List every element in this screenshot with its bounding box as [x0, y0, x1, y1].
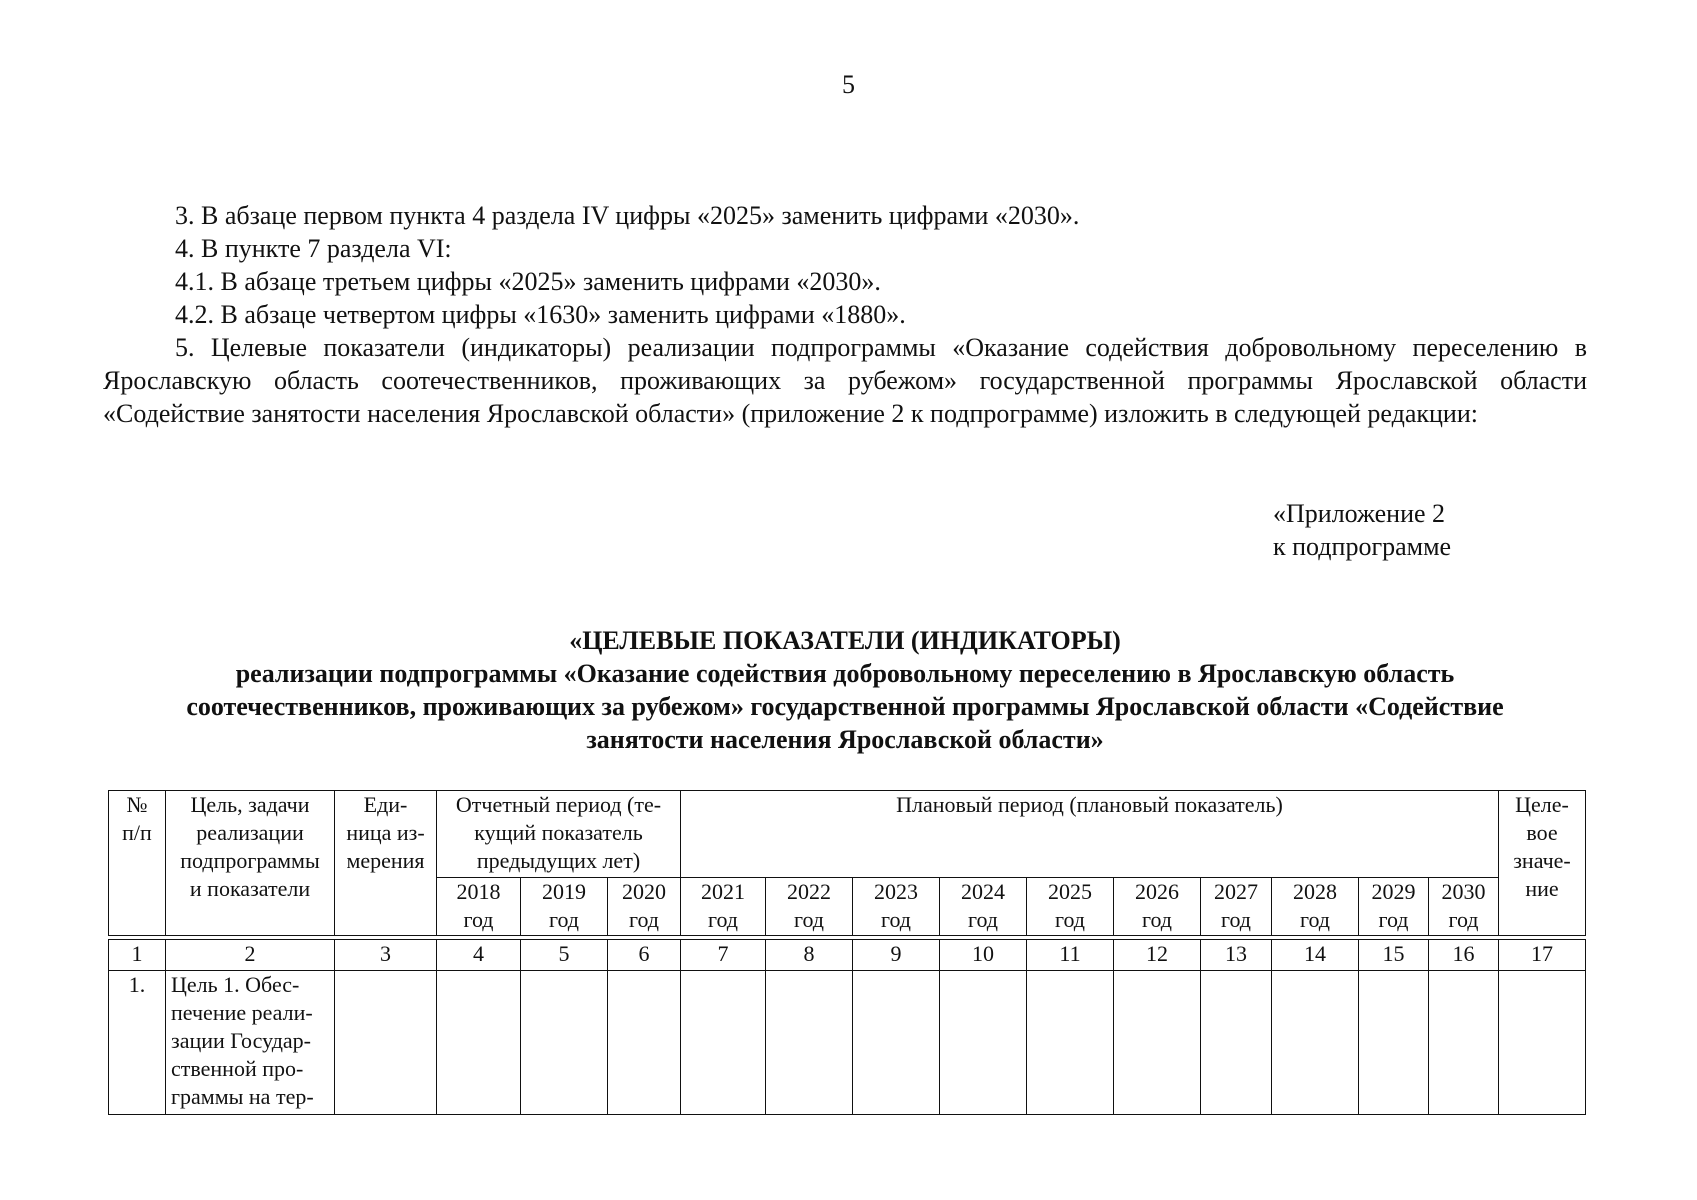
header-planned-period: Плановый период (плановый показатель): [681, 791, 1499, 878]
empty-cell: [681, 971, 766, 1115]
year-cell: 2019 год: [521, 878, 608, 936]
year-cell: 2029 год: [1359, 878, 1429, 936]
year-cell: 2022 год: [766, 878, 853, 936]
column-number: 7: [681, 940, 766, 971]
year-cell: 2028 год: [1272, 878, 1359, 936]
header-target-value: Целе- вое значе- ние: [1499, 791, 1586, 936]
column-number: 4: [437, 940, 521, 971]
empty-cell: [608, 971, 681, 1115]
table-row: [109, 971, 1586, 1115]
empty-cell: [335, 971, 437, 1115]
empty-cell: [1429, 971, 1499, 1115]
header-goal: Цель, задачи реализации подпрограммы и показатели: [166, 791, 335, 936]
year-cell: 2021 год: [681, 878, 766, 936]
page-number: 5: [842, 70, 855, 99]
header-num: № п/п: [109, 791, 166, 936]
appendix-note: [1273, 497, 1451, 563]
empty-cell: [1027, 971, 1114, 1115]
header-unit: Еди- ница из- мерения: [335, 791, 437, 936]
column-number: 10: [940, 940, 1027, 971]
header-reporting-period: Отчетный период (те- кущий показатель предыдущих лет): [437, 791, 681, 878]
empty-cell: [521, 971, 608, 1115]
empty-cell: [437, 971, 521, 1115]
column-number: 11: [1027, 940, 1114, 971]
empty-cell: [1201, 971, 1272, 1115]
column-number: 6: [608, 940, 681, 971]
table-heading: [103, 624, 1587, 756]
paragraph-5: 5. Целевые показатели (индикаторы) реализации подпрограммы «Оказание содействия добровольному переселению в Ярославскую область соотечественников, проживающих за рубежом» государственной программы Ярославской области «Содействие занятости населения Ярославской области» (приложение 2 к подпрограмме) изложить в следующей редакции:: [103, 333, 1587, 428]
row-goal-text: Цель 1. Обес- печение реали- зации Государ- ственной про- граммы на тер-: [166, 971, 335, 1115]
column-number: 15: [1359, 940, 1429, 971]
row-number: 1.: [109, 971, 166, 1115]
year-cell: 2018 год: [437, 878, 521, 936]
year-cell: 2030 год: [1429, 878, 1499, 936]
heading-line-1: «ЦЕЛЕВЫЕ ПОКАЗАТЕЛИ (ИНДИКАТОРЫ): [569, 626, 1121, 655]
column-number: 17: [1499, 940, 1586, 971]
heading-line-2: реализации подпрограммы «Оказание содействия добровольному переселению в Ярославскую область: [235, 659, 1455, 688]
heading-line-4: занятости населения Ярославской области»: [586, 725, 1104, 754]
empty-cell: [1272, 971, 1359, 1115]
column-number: 9: [853, 940, 940, 971]
empty-cell: [940, 971, 1027, 1115]
year-cell: 2025 год: [1027, 878, 1114, 936]
column-number: 14: [1272, 940, 1359, 971]
year-cell: 2024 год: [940, 878, 1027, 936]
column-number: 16: [1429, 940, 1499, 971]
column-number: 2: [166, 940, 335, 971]
year-cell: 2023 год: [853, 878, 940, 936]
year-cell: 2027 год: [1201, 878, 1272, 936]
appendix-line-2: к подпрограмме: [1273, 532, 1452, 561]
empty-cell: [1499, 971, 1586, 1115]
column-number: 1: [109, 940, 166, 971]
column-number: 8: [766, 940, 853, 971]
column-number: 12: [1114, 940, 1201, 971]
paragraph-4-1: 4.1. В абзаце третьем цифры «2025» заменить цифрами «2030».: [175, 267, 881, 296]
indicators-table: [108, 790, 1586, 1115]
column-number: 5: [521, 940, 608, 971]
appendix-line-1: «Приложение 2: [1273, 499, 1446, 528]
paragraph-3: 3. В абзаце первом пункта 4 раздела IV цифры «2025» заменить цифрами «2030».: [175, 201, 1080, 230]
year-cell: 2026 год: [1114, 878, 1201, 936]
paragraph-4-2: 4.2. В абзаце четвертом цифры «1630» заменить цифрами «1880».: [175, 300, 906, 329]
empty-cell: [1359, 971, 1429, 1115]
empty-cell: [853, 971, 940, 1115]
column-number: 3: [335, 940, 437, 971]
year-cell: 2020 год: [608, 878, 681, 936]
column-number-row: [109, 940, 1586, 971]
empty-cell: [1114, 971, 1201, 1115]
heading-line-3: соотечественников, проживающих за рубежом» государственной программы Ярославской области «Содействие: [186, 692, 1504, 721]
column-number: 13: [1201, 940, 1272, 971]
paragraph-4: 4. В пункте 7 раздела VI:: [175, 234, 452, 263]
header-row-1: [109, 791, 1586, 878]
empty-cell: [766, 971, 853, 1115]
